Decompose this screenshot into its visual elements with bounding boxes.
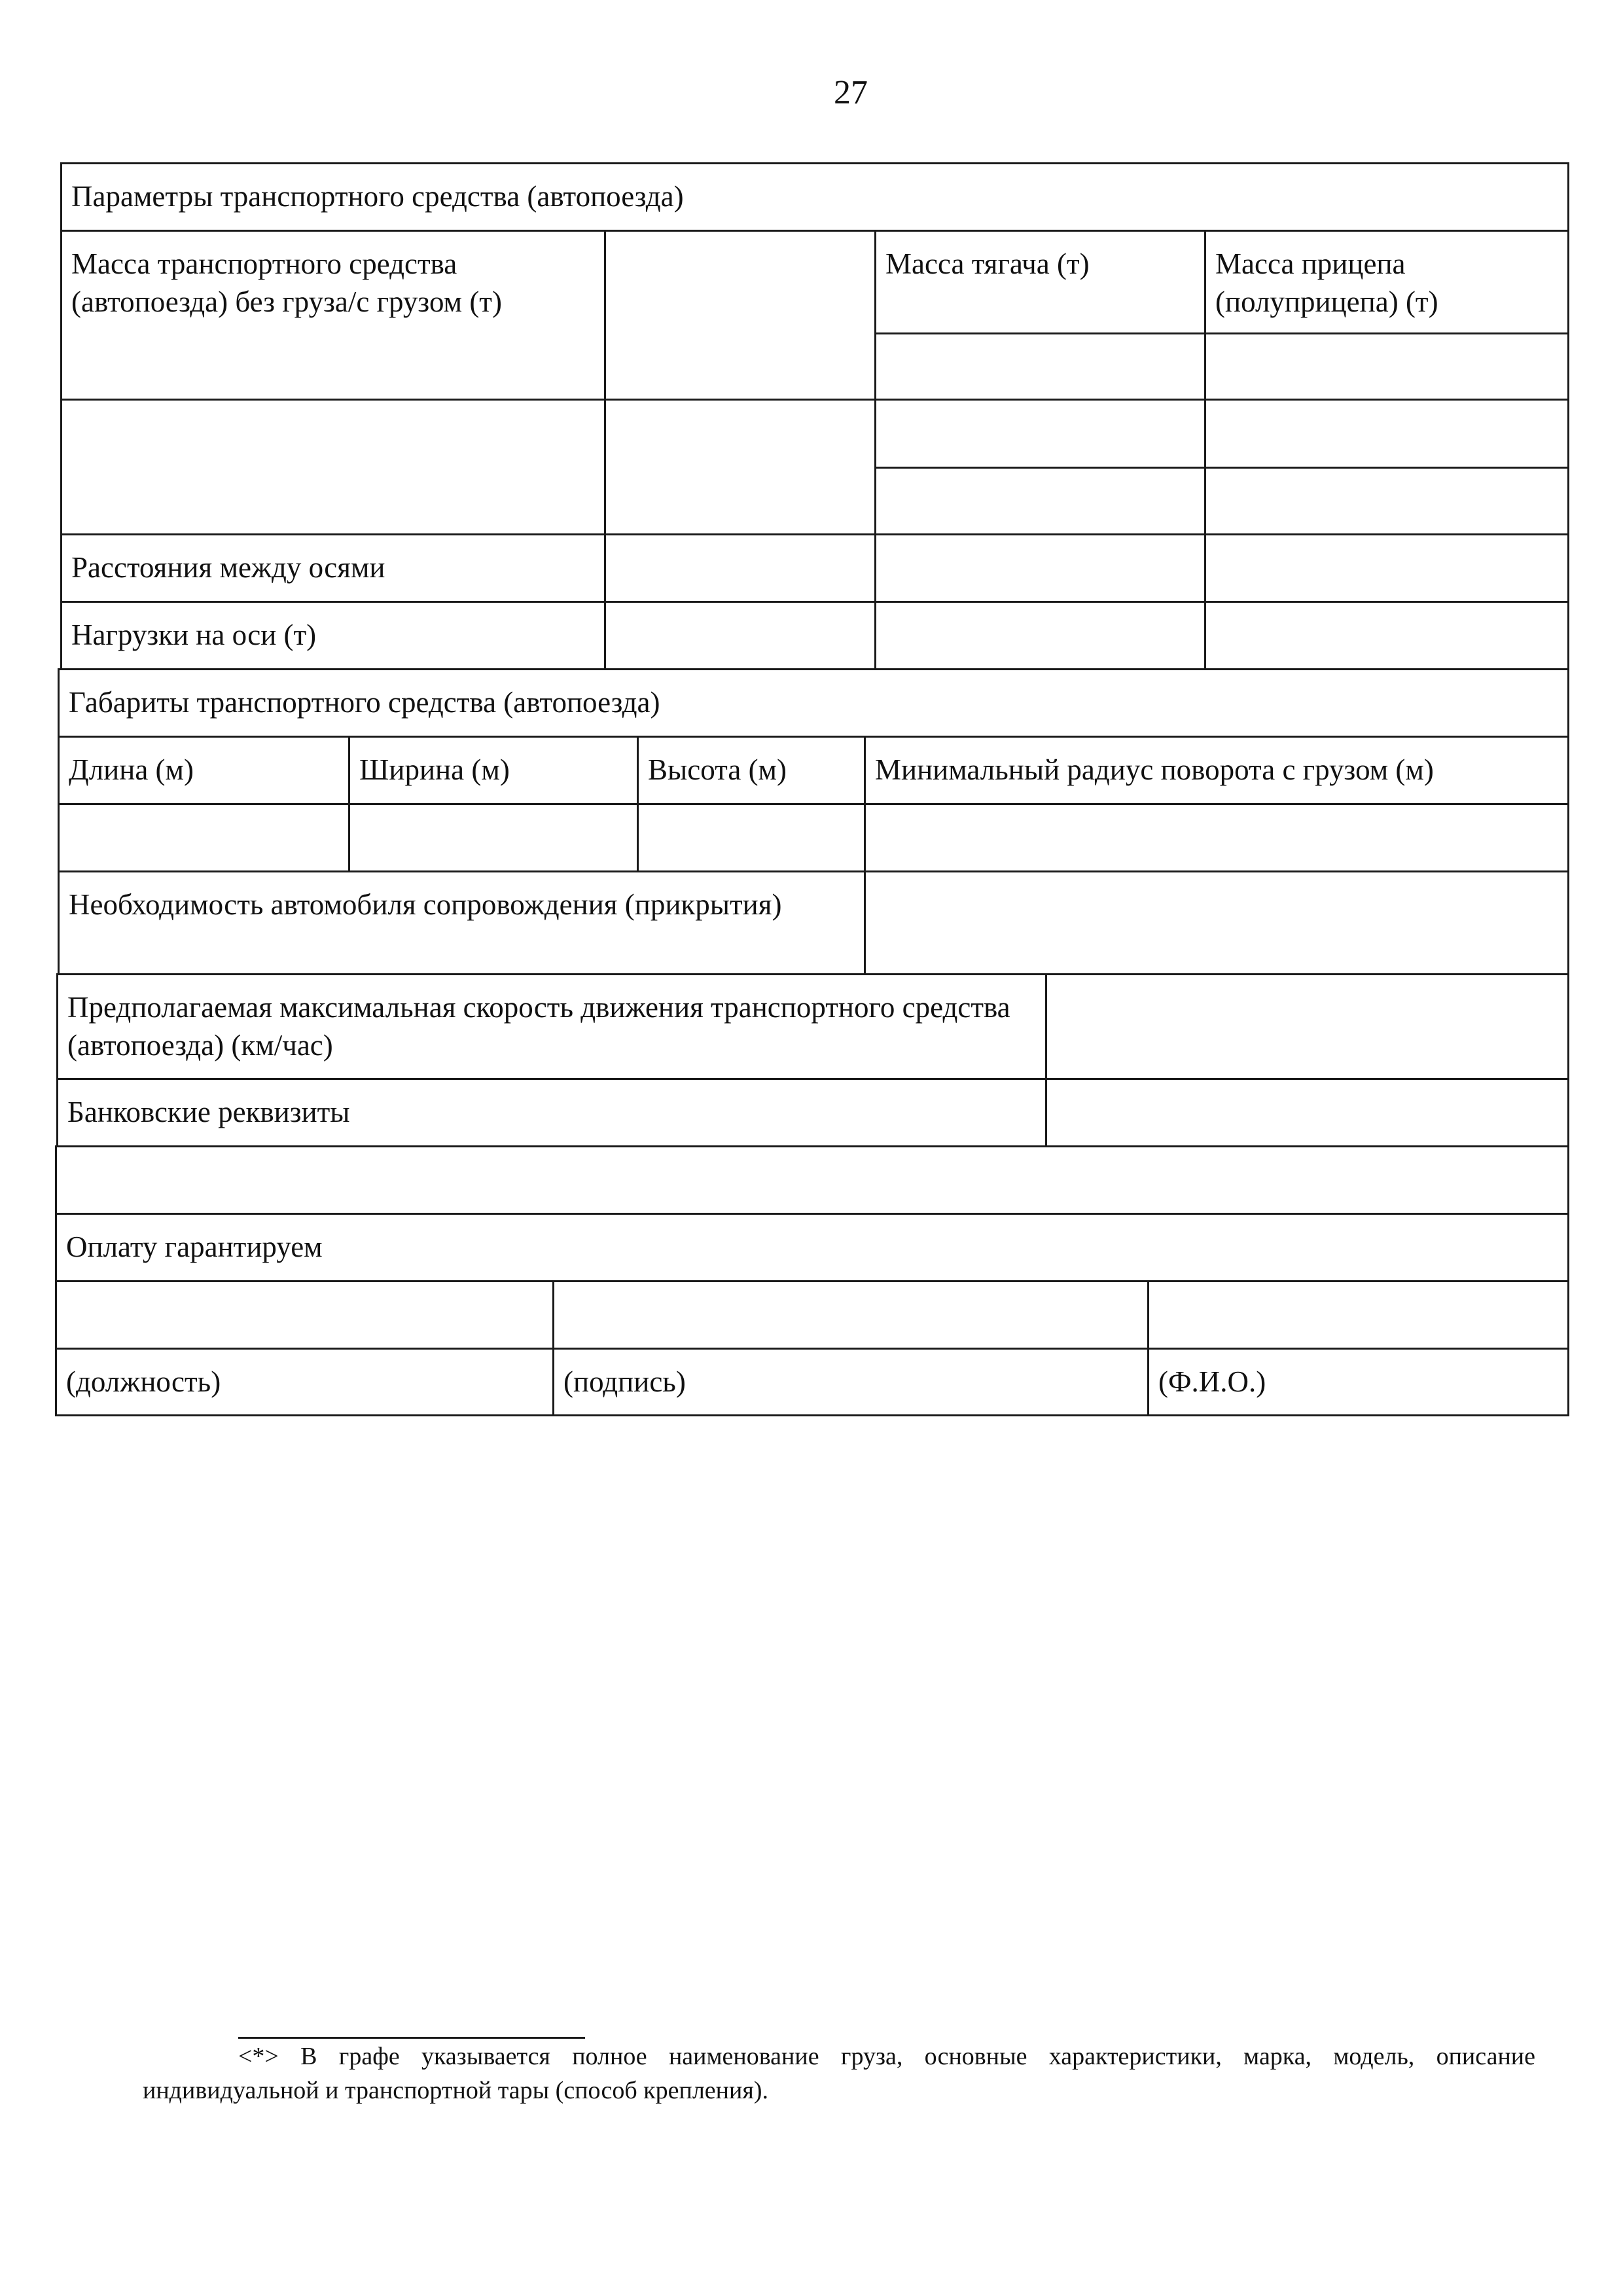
page-number: 27 xyxy=(834,74,868,111)
height-field[interactable] xyxy=(637,803,866,872)
axle-distance-label: Расстояния между осями xyxy=(60,533,606,603)
escort-vehicle-field[interactable] xyxy=(864,870,1569,975)
tractor-mass-field-2[interactable] xyxy=(874,399,1206,469)
max-speed-label: Предполагаемая максимальная скорость движения транспортного средства (автопоезда) (км/час) xyxy=(56,973,1047,1080)
axle-load-label: Нагрузки на оси (т) xyxy=(60,601,606,670)
axle-load-field-2[interactable] xyxy=(874,601,1206,670)
trailer-mass-field-3[interactable] xyxy=(1204,467,1569,535)
footnote: <*> В графе указывается полное наименование груза, основные характеристики, марка, модель, описание индивидуальной и транспортной тары (способ крепления). xyxy=(143,2043,1535,2104)
trailer-mass-field-2[interactable] xyxy=(1204,399,1569,469)
bank-details-label: Банковские реквизиты xyxy=(56,1078,1047,1147)
signature-caption: (подпись) xyxy=(552,1348,1149,1416)
full-name-field[interactable] xyxy=(1147,1280,1569,1350)
dimensions-header: Габариты транспортного средства (автопоезда) xyxy=(58,668,1569,738)
height-label: Высота (м) xyxy=(637,736,866,805)
axle-distance-field-2[interactable] xyxy=(874,533,1206,603)
trailer-mass-field[interactable] xyxy=(1204,332,1569,401)
axle-load-field-1[interactable] xyxy=(604,601,876,670)
length-label: Длина (м) xyxy=(58,736,350,805)
turn-radius-label: Минимальный радиус поворота с грузом (м) xyxy=(864,736,1569,805)
vehicle-params-header: Параметры транспортного средства (автопоезда) xyxy=(60,162,1569,232)
bank-details-continuation-field[interactable] xyxy=(55,1145,1569,1215)
vehicle-mass-value-field[interactable] xyxy=(604,230,876,401)
footnote-divider xyxy=(238,2037,585,2039)
max-speed-field[interactable] xyxy=(1045,973,1569,1080)
axle-distance-field-1[interactable] xyxy=(604,533,876,603)
permit-application-form xyxy=(55,162,1564,1416)
signature-field[interactable] xyxy=(552,1280,1149,1350)
width-field[interactable] xyxy=(348,803,639,872)
mass-row-2-label-field[interactable] xyxy=(60,399,606,535)
tractor-mass-label: Масса тягача (т) xyxy=(874,230,1206,334)
tractor-mass-field-3[interactable] xyxy=(874,467,1206,535)
axle-load-field-3[interactable] xyxy=(1204,601,1569,670)
position-caption: (должность) xyxy=(55,1348,554,1416)
vehicle-mass-label: Масса транспортного средства (автопоезда) без груза/с грузом (т) xyxy=(60,230,606,401)
turn-radius-field[interactable] xyxy=(864,803,1569,872)
position-field[interactable] xyxy=(55,1280,554,1350)
escort-vehicle-label: Необходимость автомобиля сопровождения (прикрытия) xyxy=(58,870,866,975)
width-label: Ширина (м) xyxy=(348,736,639,805)
trailer-mass-label: Масса прицепа (полуприцепа) (т) xyxy=(1204,230,1569,334)
length-field[interactable] xyxy=(58,803,350,872)
axle-distance-field-3[interactable] xyxy=(1204,533,1569,603)
bank-details-field[interactable] xyxy=(1045,1078,1569,1147)
mass-row-2-value-field[interactable] xyxy=(604,399,876,535)
tractor-mass-field[interactable] xyxy=(874,332,1206,401)
payment-guarantee-label: Оплату гарантируем xyxy=(55,1213,1569,1282)
full-name-caption: (Ф.И.О.) xyxy=(1147,1348,1569,1416)
